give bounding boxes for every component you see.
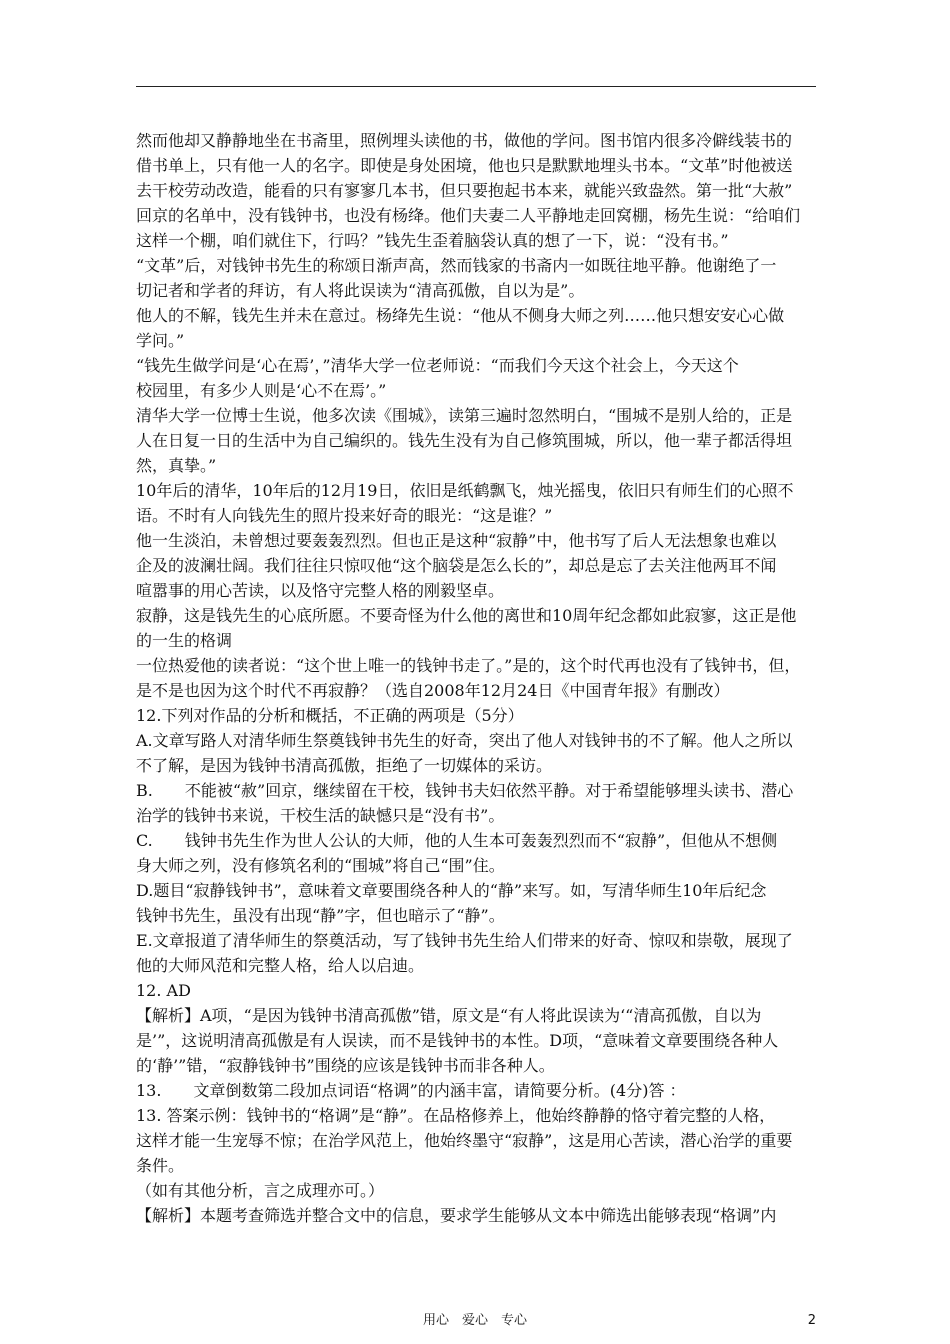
text-line: 学问。” (136, 331, 185, 350)
text-line: A.文章写路人对清华师生祭奠钱钟书先生的好奇，突出了他人对钱钟书的不了解。他人之所以 (136, 731, 793, 750)
text-line: E.文章报道了清华师生的祭奠活动，写了钱钟书先生给人们带来的好奇、惊叹和崇敬，展现了 (136, 931, 793, 950)
text-line: 寂静，这是钱先生的心底所愿。不要奇怪为什么他的离世和10周年纪念都如此寂寥，这正是他 (136, 606, 797, 625)
text-line: 10年后的清华，10年后的12月19日，依旧是纸鹤飘飞，烛光摇曳，依旧只有师生们的心照不 (136, 481, 794, 500)
footer-motto: 用心 爱心 专心 (422, 1313, 527, 1328)
text-line: 然，真挚。” (136, 456, 217, 475)
text-line: 是不是也因为这个时代不再寂静？（选自2008年12月24日《中国青年报》有删改） (136, 681, 730, 700)
text-line: （如有其他分析，言之成理亦可。） (136, 1181, 385, 1200)
text-line: 校园里，有多少人则是‘心不在焉’。” (136, 381, 387, 400)
page-footer (0, 1310, 950, 1332)
header-rule (136, 86, 816, 87)
text-line: 12.下列对作品的分析和概括，不正确的两项是（5分） (136, 706, 524, 725)
text-line: 他人的不解，钱先生并未在意过。杨绛先生说：“他从不侧身大师之列……他只想安安心心做 (136, 306, 785, 325)
text-line: 这样才能一生宠辱不惊；在治学风范上，他始终墨守“寂静”，这是用心苦读，潜心治学的重要 (136, 1131, 793, 1150)
text-line: 身大师之列，没有修筑名利的“围城”将自己“围”住。 (136, 856, 505, 875)
text-line: C. 钱钟书先生作为世人公认的大师，他的人生本可轰轰烈烈而不“寂静”，但他从不想侧 (136, 831, 778, 850)
text-line: 清华大学一位博士生说，他多次读《围城》，读第三遍时忽然明白，“围城不是别人给的，正是 (136, 406, 793, 425)
text-line: 然而他却又静静地坐在书斋里，照例埋头读他的书，做他的学问。图书馆内很多冷僻线装书的 (136, 131, 793, 150)
text-line: 回京的名单中，没有钱钟书，也没有杨绛。他们夫妻二人平静地走回窝棚，杨先生说：“给咱们 (136, 206, 801, 225)
text-line: 条件。 (136, 1156, 185, 1175)
text-line: 借书单上，只有他一人的名字。即使是身处困境，他也只是默默地埋头书本。“文革”时他被送 (136, 156, 793, 175)
page-number: 2 (807, 1313, 816, 1328)
text-line: 13. 文章倒数第二段加点词语“格调”的内涵丰富，请简要分析。(4分)答 ： (136, 1081, 686, 1100)
text-line: 的‘静’”错，“寂静钱钟书”围绕的应该是钱钟书而非各种人。 (136, 1056, 555, 1075)
text-line: 不了解，是因为钱钟书清高孤傲，拒绝了一切媒体的采访。 (136, 756, 553, 775)
text-line: B. 不能被“赦”回京，继续留在干校，钱钟书夫妇依然平静。对于希望能够埋头读书、潜心 (136, 781, 794, 800)
text-line: 喧嚣事的用心苦读，以及恪守完整人格的刚毅坚卓。 (136, 581, 505, 600)
text-line: 12. AD (136, 981, 191, 1000)
text-line: “钱先生做学问是‘心在焉’，”清华大学一位老师说：“而我们今天这个社会上，今天这个 (136, 356, 739, 375)
text-line: 语。不时有人向钱先生的照片投来好奇的眼光：“这是谁？” (136, 506, 553, 525)
text-line: 去干校劳动改造，能看的只有寥寥几本书，但只要抱起书本来，就能兴致盎然。第一批“大赦” (136, 181, 793, 200)
text-line: 一位热爱他的读者说：“这个世上唯一的钱钟书走了。”是的，这个时代再也没有了钱钟书，但， (136, 656, 801, 675)
text-line: 企及的波澜壮阔。我们往往只惊叹他“这个脑袋是怎么长的”，却总是忘了去关注他两耳不闻 (136, 556, 777, 575)
text-line: 【解析】本题考查筛选并整合文中的信息，要求学生能够从文本中筛选出能够表现“格调”内 (136, 1206, 777, 1225)
document-body (136, 128, 816, 1228)
text-line: 【解析】A项，“是因为钱钟书清高孤傲”错，原文是“有人将此误读为‘“清高孤傲，自以为 (136, 1006, 762, 1025)
text-line: 他的大师风范和完整人格，给人以启迪。 (136, 956, 425, 975)
text-line: 的一生的格调 (136, 631, 233, 650)
text-line: 钱钟书先生，虽没有出现“静”字，但也暗示了“静”。 (136, 906, 505, 925)
text-line: 13. 答案示例：钱钟书的“格调”是“静”。在品格修养上，他始终静静的恪守着完整的人格， (136, 1106, 776, 1125)
text-line: 他一生淡泊，未曾想过要轰轰烈烈。但也正是这种“寂静”中，他书写了后人无法想象也难以 (136, 531, 777, 550)
text-line: 切记者和学者的拜访，有人将此误读为“清高孤傲，自以为是”。 (136, 281, 585, 300)
text-line: 治学的钱钟书来说，干校生活的缺憾只是“没有书”。 (136, 806, 505, 825)
text-line: D.题目“寂静钱钟书”，意味着文章要围绕各种人的“静”来写。如，写清华师生10年后纪念 (136, 881, 767, 900)
text-line: 这样一个棚，咱们就住下，行吗？”钱先生歪着脑袋认真的想了一下，说：“没有书。” (136, 231, 729, 250)
text-line: 是’”，这说明清高孤傲是有人误读，而不是钱钟书的本性。D项，“意味着文章要围绕各种人 (136, 1031, 779, 1050)
text-line: 人在日复一日的生活中为自己编织的。钱先生没有为自己修筑围城，所以，他一辈子都活得坦 (136, 431, 793, 450)
text-line: “文革”后，对钱钟书先生的称颂日渐声高，然而钱家的书斋内一如既往地平静。他谢绝了一 (136, 256, 777, 275)
